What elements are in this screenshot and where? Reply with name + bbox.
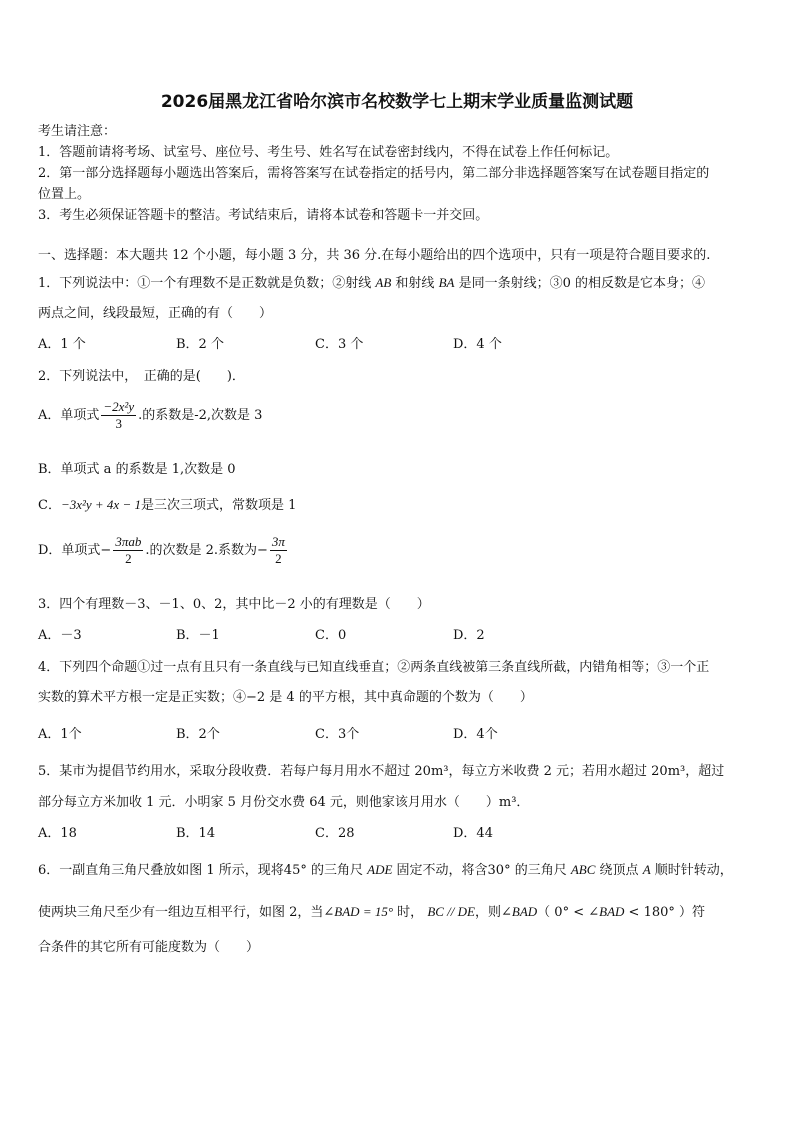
q1-text-b: 和射线 xyxy=(391,276,439,291)
q1-option-a[interactable]: A．1 个 xyxy=(38,337,86,352)
q6-text-b: 固定不动，将含30° 的三角尺 xyxy=(392,863,571,878)
q2-d-prefix: D．单项式− xyxy=(38,543,112,558)
q6-bc-parallel-de: BC // DE xyxy=(427,904,475,919)
q2-d-fraction-1 xyxy=(113,534,143,567)
q2-a-numerator: −2x²y xyxy=(103,399,135,414)
q1-option-b[interactable]: B．2 个 xyxy=(176,337,224,352)
q2-d-denominator-2: 2 xyxy=(275,551,282,566)
q4-option-c[interactable]: C．3个 xyxy=(315,727,360,742)
q5-option-c[interactable]: C．28 xyxy=(315,826,355,841)
q6-text-g: ，则 xyxy=(474,905,501,920)
q5-option-d[interactable]: D．44 xyxy=(453,826,493,841)
q2-a-denominator: 3 xyxy=(115,416,122,431)
q2-option-c[interactable] xyxy=(38,494,296,513)
q6-angle-bad-eq: ∠BAD = 15° xyxy=(323,904,394,919)
q3-option-c[interactable]: C．0 xyxy=(315,628,347,643)
q2-d-numerator-1: 3πab xyxy=(115,534,142,549)
q6-angle-bad-2: ∠BAD xyxy=(588,904,625,919)
q2-a-prefix: A．单项式 xyxy=(38,408,100,423)
question-5-line-1: 5．某市为提倡节约用水，采取分段收费．若每户每月用水不超过 20m³，每立方米收费 2 元；若用水超过 20m³，超过 xyxy=(38,764,725,779)
q6-text-i: < 180° ）符 xyxy=(624,905,706,920)
q1-text-a: 1．下列说法中：①一个有理数不是正数就是负数；②射线 xyxy=(38,276,376,291)
q2-d-denominator-1: 2 xyxy=(125,551,132,566)
q1-option-d[interactable]: D．4 个 xyxy=(453,337,502,352)
question-6-line-2 xyxy=(38,901,705,920)
q6-text-c: 绕顶点 xyxy=(595,863,643,878)
question-1-line-2: 两点之间，线段最短，正确的有（ ） xyxy=(38,306,273,321)
q6-angle-bad: ∠BAD xyxy=(501,904,538,919)
question-3-stem: 3．四个有理数－3、－1、0、2，其中比－2 小的有理数是（ ） xyxy=(38,597,430,612)
q3-option-b[interactable]: B．－1 xyxy=(176,628,220,643)
q6-text-f: 时， xyxy=(393,905,428,920)
question-5-line-2: 部分每立方米加收 1 元．小明家 5 月份交水费 64 元，则他家该月用水（ ）m³． xyxy=(38,795,530,810)
page-title: 2026届黑龙江省哈尔滨市名校数学七上期末学业质量监测试题 xyxy=(160,92,634,112)
q6-text-e: 使两块三角尺至少有一组边互相平行，如图 2，当 xyxy=(38,905,324,920)
q1-ray-ba: BA xyxy=(438,275,455,290)
q2-c-prefix: C． xyxy=(38,498,61,513)
q2-c-expression: −3x²y + 4x − 1 xyxy=(60,497,141,512)
notice-item-2: 2．第一部分选择题每小题选出答案后，需将答案写在试卷指定的括号内，第二部分非选择题答案写在试卷题目指定的 xyxy=(38,166,710,181)
q1-ray-ab: AB xyxy=(375,275,392,290)
q2-c-suffix: 是三次三项式，常数项是 1 xyxy=(140,498,297,513)
q5-option-a[interactable]: A．18 xyxy=(38,826,77,841)
q2-a-suffix: .的系数是-2,次数是 3 xyxy=(138,408,263,423)
q6-text-h: （ 0° < xyxy=(537,905,589,920)
q6-text-a: 6．一副直角三角尺叠放如图 1 所示，现将45° 的三角尺 xyxy=(38,863,368,878)
q4-option-a[interactable]: A．1个 xyxy=(38,727,82,742)
q3-option-a[interactable]: A．－3 xyxy=(38,628,82,643)
q2-option-b[interactable]: B．单项式 a 的系数是 1,次数是 0 xyxy=(38,462,236,477)
question-6-line-3: 合条件的其它所有可能度数为（ ） xyxy=(38,940,260,955)
notice-item-2-cont: 位置上。 xyxy=(38,187,91,202)
question-4-line-1: 4．下列四个命题①过一点有且只有一条直线与已知直线垂直；②两条直线被第三条直线所截，内错角相等；③一个正 xyxy=(38,660,710,675)
q5-option-b[interactable]: B．14 xyxy=(176,826,216,841)
q1-option-c[interactable]: C．3 个 xyxy=(315,337,364,352)
q4-option-b[interactable]: B．2个 xyxy=(176,727,220,742)
notice-item-3: 3．考生必须保证答题卡的整洁。考试结束后，请将本试卷和答题卡一并交回。 xyxy=(38,208,489,223)
q2-a-fraction xyxy=(101,399,136,432)
q1-text-c: 是同一条射线；③0 的相反数是它本身；④ xyxy=(454,276,705,291)
question-2-stem: 2．下列说法中， 正确的是( )． xyxy=(38,369,245,384)
q2-option-a[interactable] xyxy=(38,399,262,432)
q2-d-fraction-2 xyxy=(270,534,287,567)
q6-vertex-a: A xyxy=(642,862,651,877)
q6-triangle-ade: ADE xyxy=(367,862,393,877)
notice-heading: 考生请注意： xyxy=(38,124,117,139)
q2-option-d[interactable] xyxy=(38,534,289,567)
question-1-line-1 xyxy=(38,272,705,291)
question-6-line-1 xyxy=(38,859,733,878)
question-4-line-2: 实数的算术平方根一定是正实数；④−2 是 4 的平方根，其中真命题的个数为（ ） xyxy=(38,690,533,705)
q2-d-mid: .的次数是 2.系数为− xyxy=(145,543,268,558)
q2-d-numerator-2: 3π xyxy=(271,534,285,549)
q4-option-d[interactable]: D．4个 xyxy=(453,727,498,742)
q6-text-d: 顺时针转动， xyxy=(650,863,733,878)
q3-option-d[interactable]: D．2 xyxy=(453,628,485,643)
q6-triangle-abc: ABC xyxy=(570,862,596,877)
section-heading: 一、选择题：本大题共 12 个小题，每小题 3 分，共 36 分.在每小题给出的四个选项中，只有一项是符合题目要求的. xyxy=(38,248,711,263)
notice-item-1: 1．答题前请将考场、试室号、座位号、考生号、姓名写在试卷密封线内，不得在试卷上作任何标记。 xyxy=(38,145,619,160)
